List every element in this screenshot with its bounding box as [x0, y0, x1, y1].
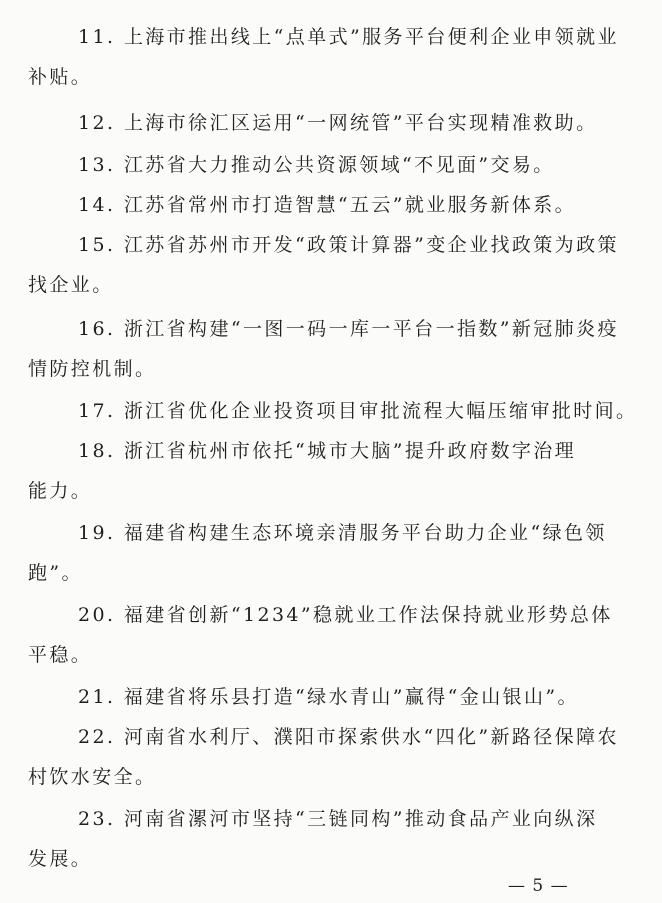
- item-line: 17. 浙江省优化企业投资项目审批流程大幅压缩审批时间。: [78, 400, 638, 422]
- item-line: 补贴。: [28, 66, 93, 88]
- item-line: 跑”。: [28, 562, 83, 584]
- item-line: 能力。: [28, 480, 93, 502]
- item-line: 平稳。: [28, 644, 93, 666]
- page-number: — 5 —: [508, 876, 569, 896]
- item-line: 22. 河南省水利厅、濮阳市探索供水“四化”新路径保障农: [78, 726, 619, 748]
- item-line: 18. 浙江省杭州市依托“城市大脑”提升政府数字治理: [78, 440, 577, 462]
- item-line: 23. 河南省漯河市坚持“三链同构”推动食品产业向纵深: [78, 808, 598, 830]
- item-line: 14. 江苏省常州市打造智慧“五云”就业服务新体系。: [78, 194, 577, 216]
- item-line: 12. 上海市徐汇区运用“一网统管”平台实现精准救助。: [78, 112, 598, 134]
- item-line: 21. 福建省将乐县打造“绿水青山”赢得“金山银山”。: [78, 686, 579, 708]
- item-line: 发展。: [28, 848, 93, 870]
- item-line: 11. 上海市推出线上“点单式”服务平台便利企业申领就业: [78, 26, 619, 48]
- item-line: 20. 福建省创新“1234”稳就业工作法保持就业形势总体: [78, 604, 613, 626]
- item-line: 13. 江苏省大力推动公共资源领域“不见面”交易。: [78, 154, 555, 176]
- item-line: 找企业。: [28, 274, 114, 296]
- item-line: 情防控机制。: [28, 358, 157, 380]
- item-line: 村饮水安全。: [28, 766, 157, 788]
- item-line: 15. 江苏省苏州市开发“政策计算器”变企业找政策为政策: [78, 234, 619, 256]
- item-line: 19. 福建省构建生态环境亲清服务平台助力企业“绿色领: [78, 522, 607, 544]
- item-line: 16. 浙江省构建“一图一码一库一平台一指数”新冠肺炎疫: [78, 318, 619, 340]
